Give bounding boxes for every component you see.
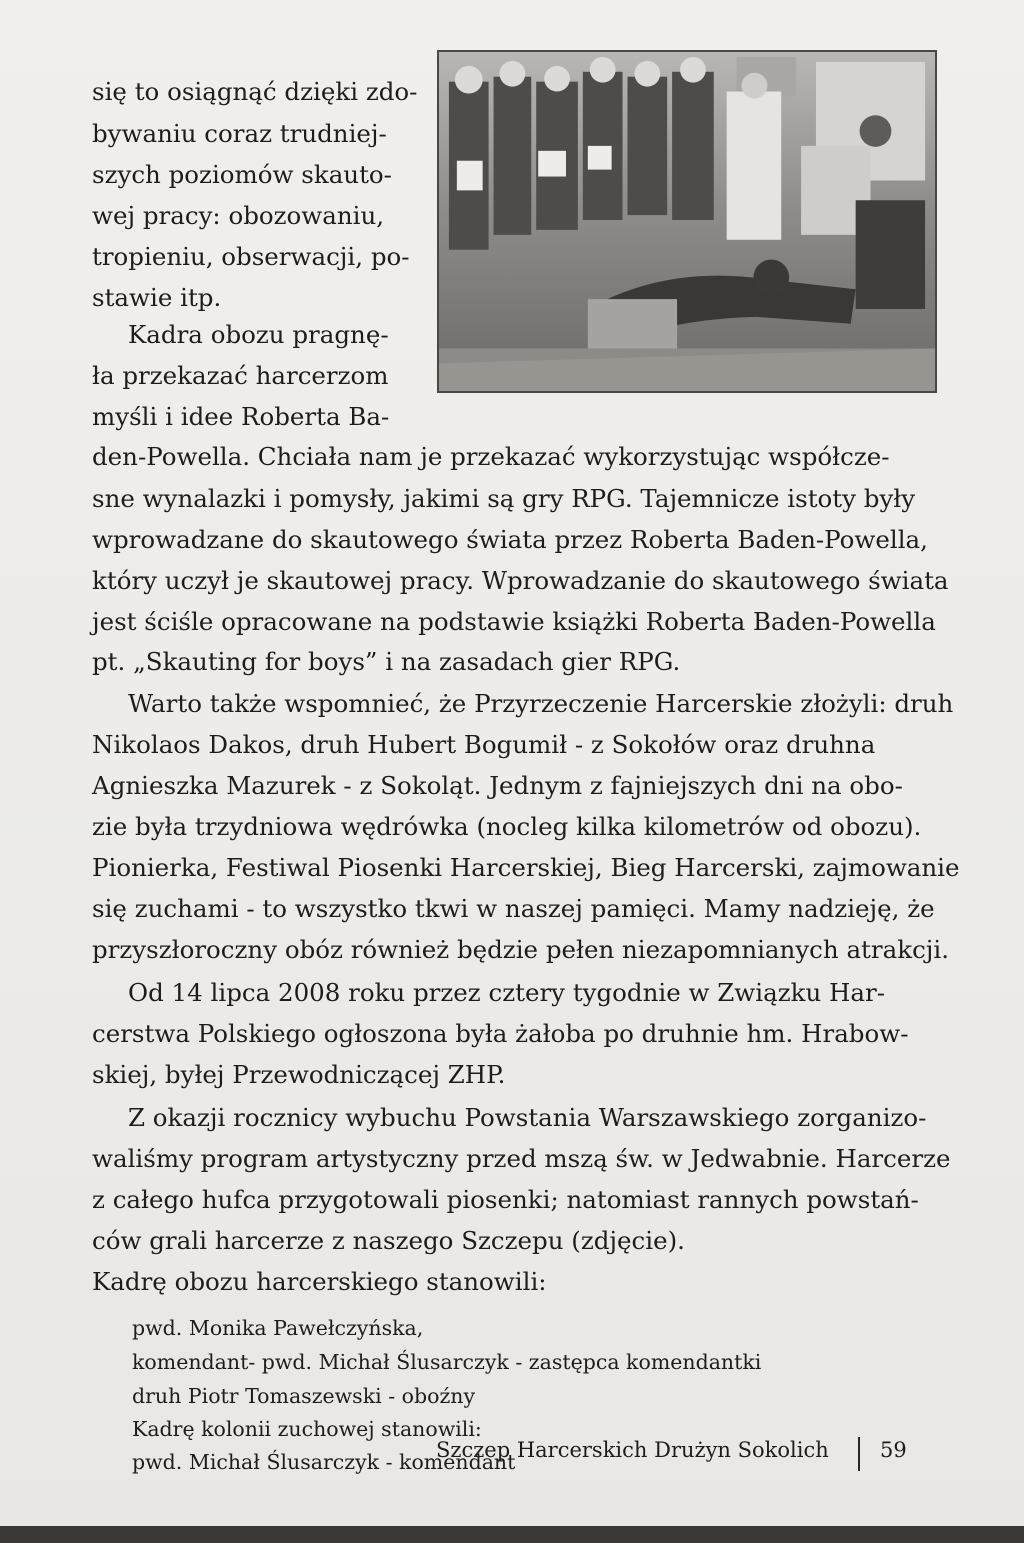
text-line: wej pracy: obozowaniu,	[92, 201, 385, 230]
roster-line: pwd. Michał Ślusarczyk - komendant	[132, 1450, 516, 1474]
text-line: Z okazji rocznicy wybuchu Powstania Warszawskiego zorganizo-	[128, 1103, 927, 1132]
scan-edge-shadow	[0, 1526, 1024, 1543]
text-line: sne wynalazki i pomysły, jakimi są gry RPG. Tajemnicze istoty były	[92, 484, 916, 513]
text-line: stawie itp.	[92, 283, 222, 312]
text-line: skiej, byłej Przewodniczącej ZHP.	[92, 1060, 506, 1089]
text-line: Kadra obozu pragnę-	[128, 320, 389, 349]
text-line: Agnieszka Mazurek - z Sokoląt. Jednym z fajniejszych dni na obo-	[92, 771, 903, 800]
running-footer-title: Szczep Harcerskich Drużyn Sokolich	[436, 1438, 829, 1462]
footer-divider	[858, 1437, 860, 1471]
photo-illustration	[439, 52, 935, 391]
text-line: ców grali harcerze z naszego Szczepu (zdjęcie).	[92, 1226, 685, 1255]
text-line: szych poziomów skauto-	[92, 160, 392, 189]
text-line: się to osiągnąć dzięki zdo-	[92, 77, 418, 106]
roster-line: Kadrę kolonii zuchowej stanowili:	[132, 1417, 482, 1441]
text-line: den-Powella. Chciała nam je przekazać wykorzystując współcze-	[92, 442, 890, 471]
roster-line: druh Piotr Tomaszewski - oboźny	[132, 1384, 476, 1408]
text-line: ła przekazać harcerzom	[92, 361, 389, 390]
text-line: Warto także wspomnieć, że Przyrzeczenie Harcerskie złożyli: druh	[128, 689, 954, 718]
text-line: Od 14 lipca 2008 roku przez cztery tygodnie w Związku Har-	[128, 978, 885, 1007]
text-line: bywaniu coraz trudniej-	[92, 119, 387, 148]
scouts-performance-photo	[437, 50, 937, 393]
text-line: cerstwa Polskiego ogłoszona była żałoba po druhnie hm. Hrabow-	[92, 1019, 909, 1048]
text-line: się zuchami - to wszystko tkwi w naszej pamięci. Mamy nadzieję, że	[92, 894, 935, 923]
text-line: myśli i idee Roberta Ba-	[92, 402, 390, 431]
text-line: tropieniu, obserwacji, po-	[92, 242, 410, 271]
roster-line: komendant- pwd. Michał Ślusarczyk - zastępca komendantki	[132, 1350, 762, 1374]
text-line: pt. „Skauting for boys” i na zasadach gier RPG.	[92, 647, 681, 676]
page-number: 59	[880, 1438, 907, 1462]
text-line: Pionierka, Festiwal Piosenki Harcerskiej, Bieg Harcerski, zajmowanie	[92, 853, 960, 882]
text-line: z całego hufca przygotowali piosenki; natomiast rannych powstań-	[92, 1185, 919, 1214]
roster-line: pwd. Monika Pawełczyńska,	[132, 1316, 424, 1340]
text-line: Kadrę obozu harcerskiego stanowili:	[92, 1267, 547, 1296]
text-line: wprowadzane do skautowego świata przez Roberta Baden-Powella,	[92, 525, 928, 554]
text-line: waliśmy program artystyczny przed mszą św. w Jedwabnie. Harcerze	[92, 1144, 951, 1173]
text-line: Nikolaos Dakos, druh Hubert Bogumił - z Sokołów oraz druhna	[92, 730, 876, 759]
text-line: przyszłoroczny obóz również będzie pełen niezapomnianych atrakcji.	[92, 935, 950, 964]
text-line: jest ściśle opracowane na podstawie książki Roberta Baden-Powella	[92, 607, 936, 636]
text-line: który uczył je skautowej pracy. Wprowadzanie do skautowego świata	[92, 566, 949, 595]
text-line: zie była trzydniowa wędrówka (nocleg kilka kilometrów od obozu).	[92, 812, 922, 841]
